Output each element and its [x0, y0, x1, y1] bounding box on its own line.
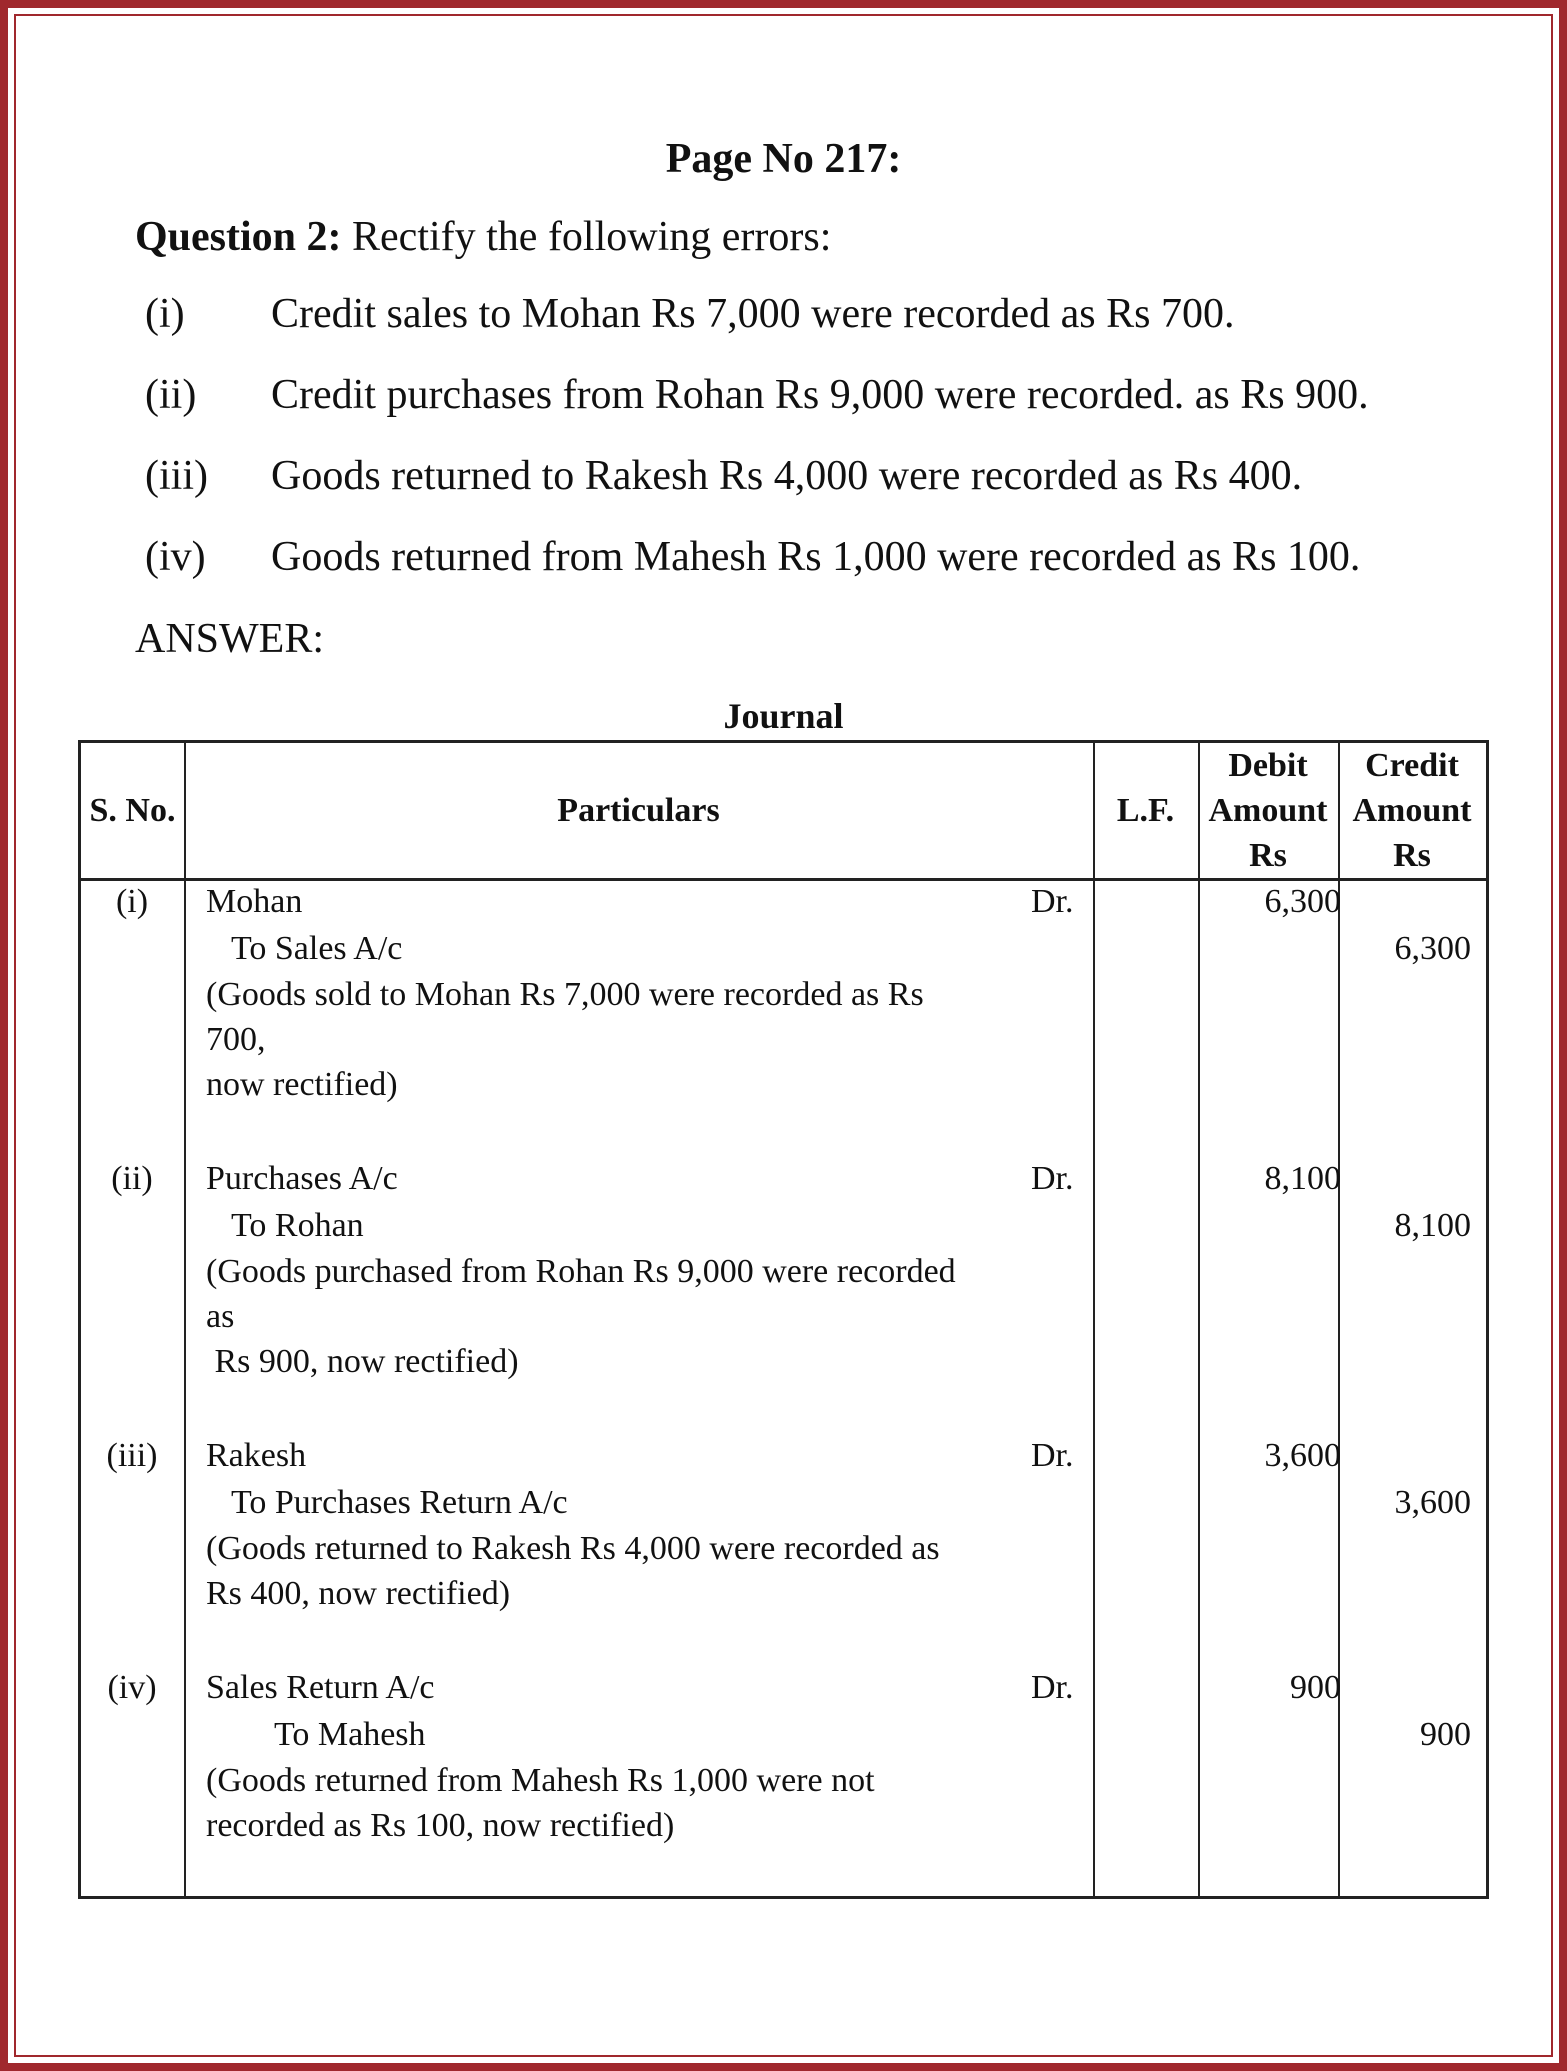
question-item-text: Goods returned to Rakesh Rs 4,000 were recorded as Rs 400.: [271, 453, 1303, 499]
entry-credit-account: To Purchases Return A/c: [231, 1484, 568, 1521]
column-divider: [184, 743, 186, 1896]
header-debit-line1: Debit: [1228, 747, 1308, 784]
header-lf: L.F.: [1116, 792, 1175, 829]
header-particulars: Particulars: [557, 792, 720, 829]
question-heading: [135, 213, 831, 261]
entry-credit-amount: 8,100: [1394, 1207, 1471, 1244]
question-item: [145, 290, 1445, 338]
journal-table: [78, 740, 1489, 1899]
entry-debit-account: Purchases A/c: [206, 1160, 398, 1197]
entry-narration: Rs 400, now rectified): [206, 1575, 511, 1612]
entry-debit-account: Rakesh: [206, 1437, 307, 1474]
header-debit-line2: Amount: [1208, 792, 1328, 829]
entry-narration: now rectified): [206, 1066, 398, 1103]
question-item-text: Credit sales to Mohan Rs 7,000 were recorded as Rs 700.: [271, 291, 1235, 337]
question-item-number: (i): [145, 291, 185, 337]
entry-debit-amount: 6,300: [1264, 883, 1341, 920]
entry-narration: (Goods purchased from Rohan Rs 9,000 were recorded: [206, 1253, 956, 1290]
page-title: Page No 217:: [665, 136, 902, 182]
entry-narration: recorded as Rs 100, now rectified): [206, 1807, 675, 1844]
question-item-number: (iv): [145, 534, 206, 580]
question-text: Rectify the following errors:: [341, 214, 832, 260]
header-sno: S. No.: [89, 792, 176, 829]
header-credit: [1338, 743, 1486, 878]
entry-credit-account: To Sales A/c: [231, 930, 403, 967]
entry-debit-amount: 3,600: [1264, 1437, 1341, 1474]
entry-dr: Dr.: [1031, 1437, 1074, 1474]
entry-dr: Dr.: [1031, 1160, 1074, 1197]
entry-narration: Rs 900, now rectified): [206, 1343, 519, 1380]
column-divider: [1198, 743, 1200, 1896]
entry-narration: (Goods returned from Mahesh Rs 1,000 were not: [206, 1762, 875, 1799]
entry-narration: (Goods sold to Mohan Rs 7,000 were recorded as Rs: [206, 976, 924, 1013]
entry-credit-amount: 900: [1420, 1716, 1471, 1753]
header-debit-line3: Rs: [1249, 837, 1287, 874]
entry-sno: (i): [115, 883, 149, 920]
question-label: Question 2:: [135, 214, 342, 260]
entry-credit-amount: 6,300: [1394, 930, 1471, 967]
question-item-text: Credit purchases from Rohan Rs 9,000 were recorded. as Rs 900.: [271, 372, 1369, 418]
header-credit-line1: Credit: [1365, 747, 1459, 784]
question-item-number: (iii): [145, 453, 208, 499]
entry-debit-amount: 8,100: [1264, 1160, 1341, 1197]
header-credit-line2: Amount: [1352, 792, 1472, 829]
journal-title-text: Journal: [723, 696, 844, 736]
question-item: [145, 533, 1445, 581]
entry-debit-amount: 900: [1290, 1669, 1341, 1706]
question-item: [145, 371, 1445, 419]
entry-credit-account: To Mahesh: [274, 1716, 426, 1753]
column-divider: [1093, 743, 1095, 1896]
answer-label: ANSWER:: [135, 616, 324, 662]
entry-dr: Dr.: [1031, 883, 1074, 920]
entry-credit-amount: 3,600: [1394, 1484, 1471, 1521]
entry-debit-account: Mohan: [206, 883, 303, 920]
entry-narration: 700,: [206, 1021, 266, 1058]
entry-narration: (Goods returned to Rakesh Rs 4,000 were recorded as: [206, 1530, 940, 1567]
header-debit: [1198, 743, 1338, 878]
entry-sno: (iv): [107, 1669, 157, 1706]
entry-dr: Dr.: [1031, 1669, 1074, 1706]
entry-sno: (iii): [106, 1437, 158, 1474]
journal-title: [0, 695, 1567, 737]
entry-narration: as: [206, 1298, 235, 1335]
entry-credit-account: To Rohan: [231, 1207, 364, 1244]
entry-sno: (ii): [111, 1160, 153, 1197]
question-item-number: (ii): [145, 372, 197, 418]
question-item-text: Goods returned from Mahesh Rs 1,000 were recorded as Rs 100.: [271, 534, 1361, 580]
header-credit-line3: Rs: [1393, 837, 1431, 874]
entry-debit-account: Sales Return A/c: [206, 1669, 435, 1706]
question-item: [145, 452, 1445, 500]
